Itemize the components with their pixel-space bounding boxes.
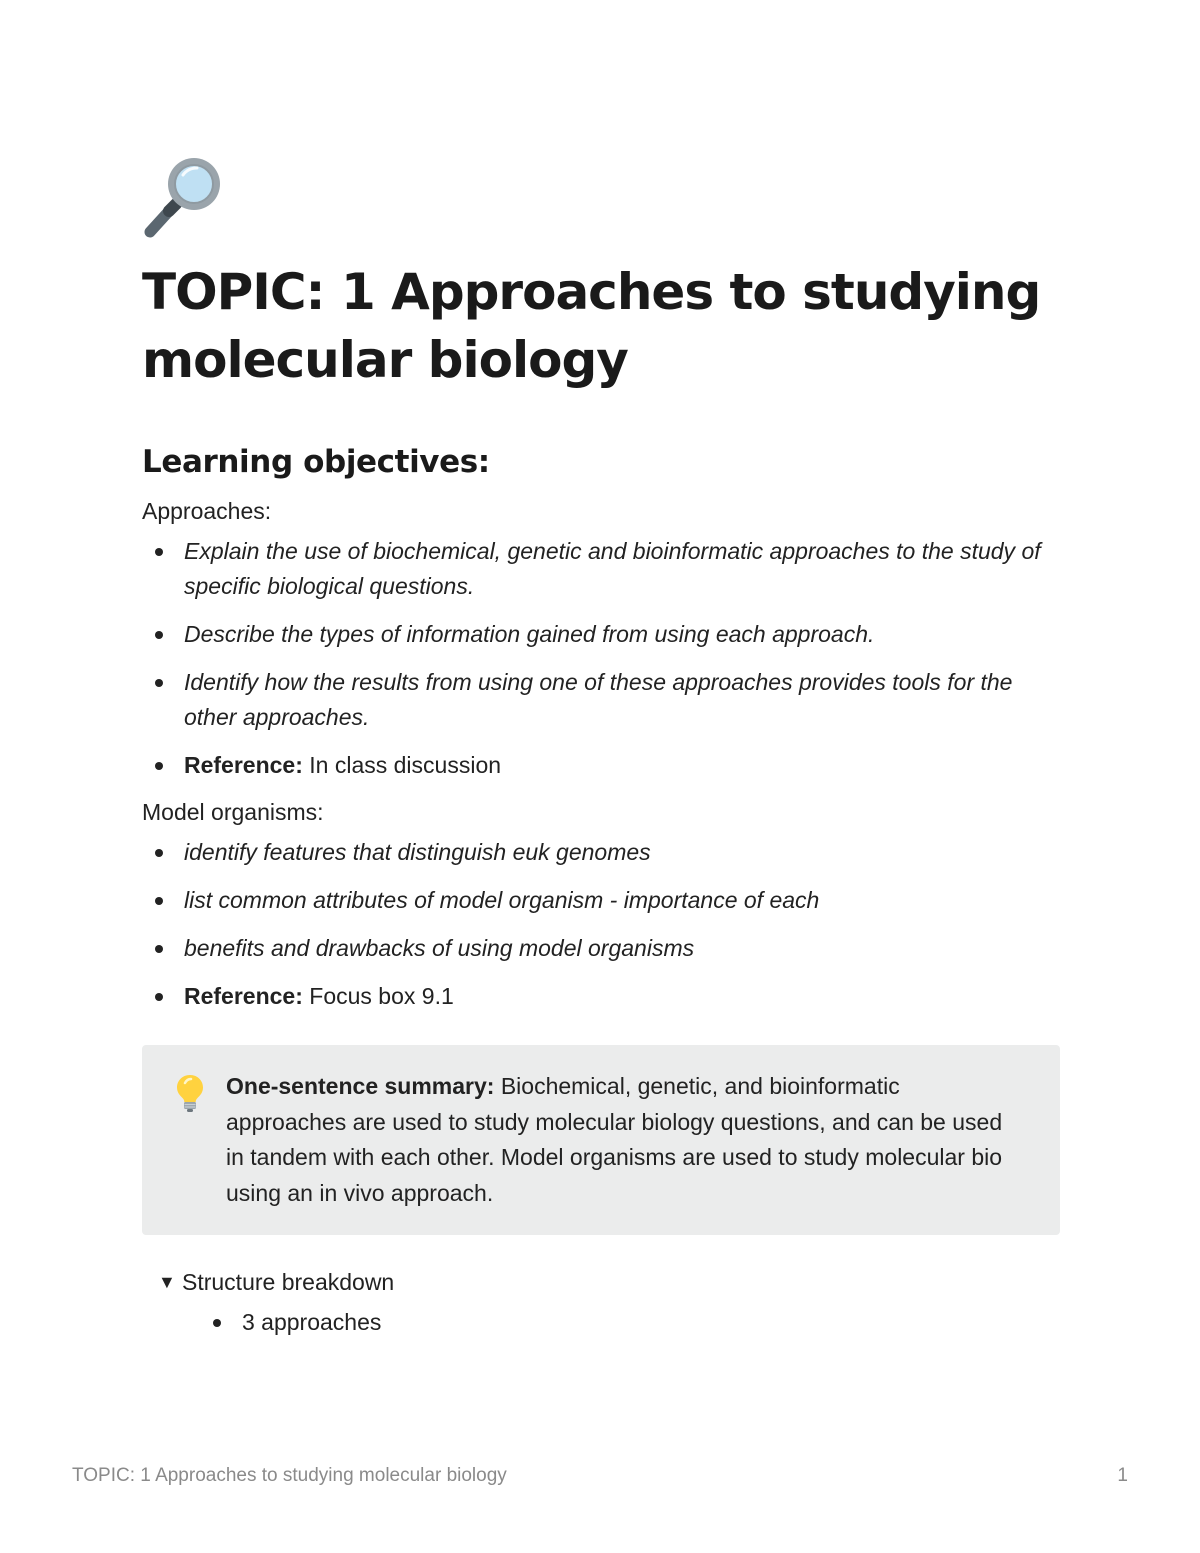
list-item <box>142 617 1060 652</box>
model-organisms-list <box>142 835 1060 1014</box>
bullet-dot <box>155 849 163 857</box>
bullet-dot <box>213 1319 221 1327</box>
structure-list <box>200 1305 1060 1340</box>
reference-item <box>142 748 1060 783</box>
footer-title: TOPIC: 1 Approaches to studying molecular biology <box>72 1465 507 1486</box>
bullet-dot <box>155 631 163 639</box>
footer-page-number: 1 <box>1117 1465 1128 1486</box>
page-title: TOPIC: 1 Approaches to studying molecular biology <box>142 263 1041 389</box>
approaches-list <box>142 534 1060 783</box>
toggle-label: Structure breakdown <box>182 1269 395 1295</box>
magnifying-glass-icon <box>142 150 230 240</box>
list-item-text: identify features that distinguish euk genomes <box>184 839 651 865</box>
list-item <box>142 883 1060 918</box>
approaches-label: Approaches: <box>142 498 272 524</box>
toggle-arrow-icon[interactable]: ▼ <box>158 1272 176 1292</box>
lightbulb-icon <box>174 1073 206 1113</box>
callout-body: Biochemical, genetic, and bioinformatic approaches are used to study molecular biology questions, and can be used in tandem with each other. Model organisms are used to study molecular bio using an in vivo approach. <box>226 1073 1003 1206</box>
list-item-text: Explain the use of biochemical, genetic and bioinformatic approaches to the study of specific biological questions. <box>184 538 1041 599</box>
bullet-dot <box>155 993 163 1001</box>
list-item <box>142 534 1060 604</box>
list-item-text: 3 approaches <box>242 1309 382 1335</box>
list-item <box>142 835 1060 870</box>
model-organisms-label: Model organisms: <box>142 799 324 825</box>
bullet-dot <box>155 945 163 953</box>
list-item <box>200 1305 1060 1340</box>
reference-label: Reference: <box>184 752 303 778</box>
list-item <box>142 665 1060 735</box>
bullet-dot <box>155 897 163 905</box>
reference-value: Focus box 9.1 <box>302 983 454 1009</box>
page-content <box>142 150 1060 1340</box>
callout-label: One-sentence summary: <box>226 1073 495 1099</box>
list-item-text: Describe the types of information gained from using each approach. <box>184 621 875 647</box>
list-item-text: benefits and drawbacks of using model organisms <box>184 935 695 961</box>
toggle-header[interactable] <box>158 1265 1060 1300</box>
page-footer <box>72 1463 1128 1489</box>
bullet-dot <box>155 548 163 556</box>
callout-text <box>226 1069 1020 1211</box>
toggle-content <box>158 1305 1060 1340</box>
list-item <box>142 931 1060 966</box>
reference-label: Reference: <box>184 983 303 1009</box>
summary-callout <box>142 1045 1060 1235</box>
learning-objectives-heading: Learning objectives: <box>142 444 490 480</box>
list-item-text: Identify how the results from using one of these approaches provides tools for the other approaches. <box>184 669 1013 730</box>
bullet-dot <box>155 679 163 687</box>
structure-breakdown-toggle[interactable] <box>142 1265 1060 1340</box>
reference-value: In class discussion <box>302 752 502 778</box>
reference-item <box>142 979 1060 1014</box>
bullet-dot <box>155 762 163 770</box>
list-item-text: list common attributes of model organism - importance of each <box>184 887 820 913</box>
